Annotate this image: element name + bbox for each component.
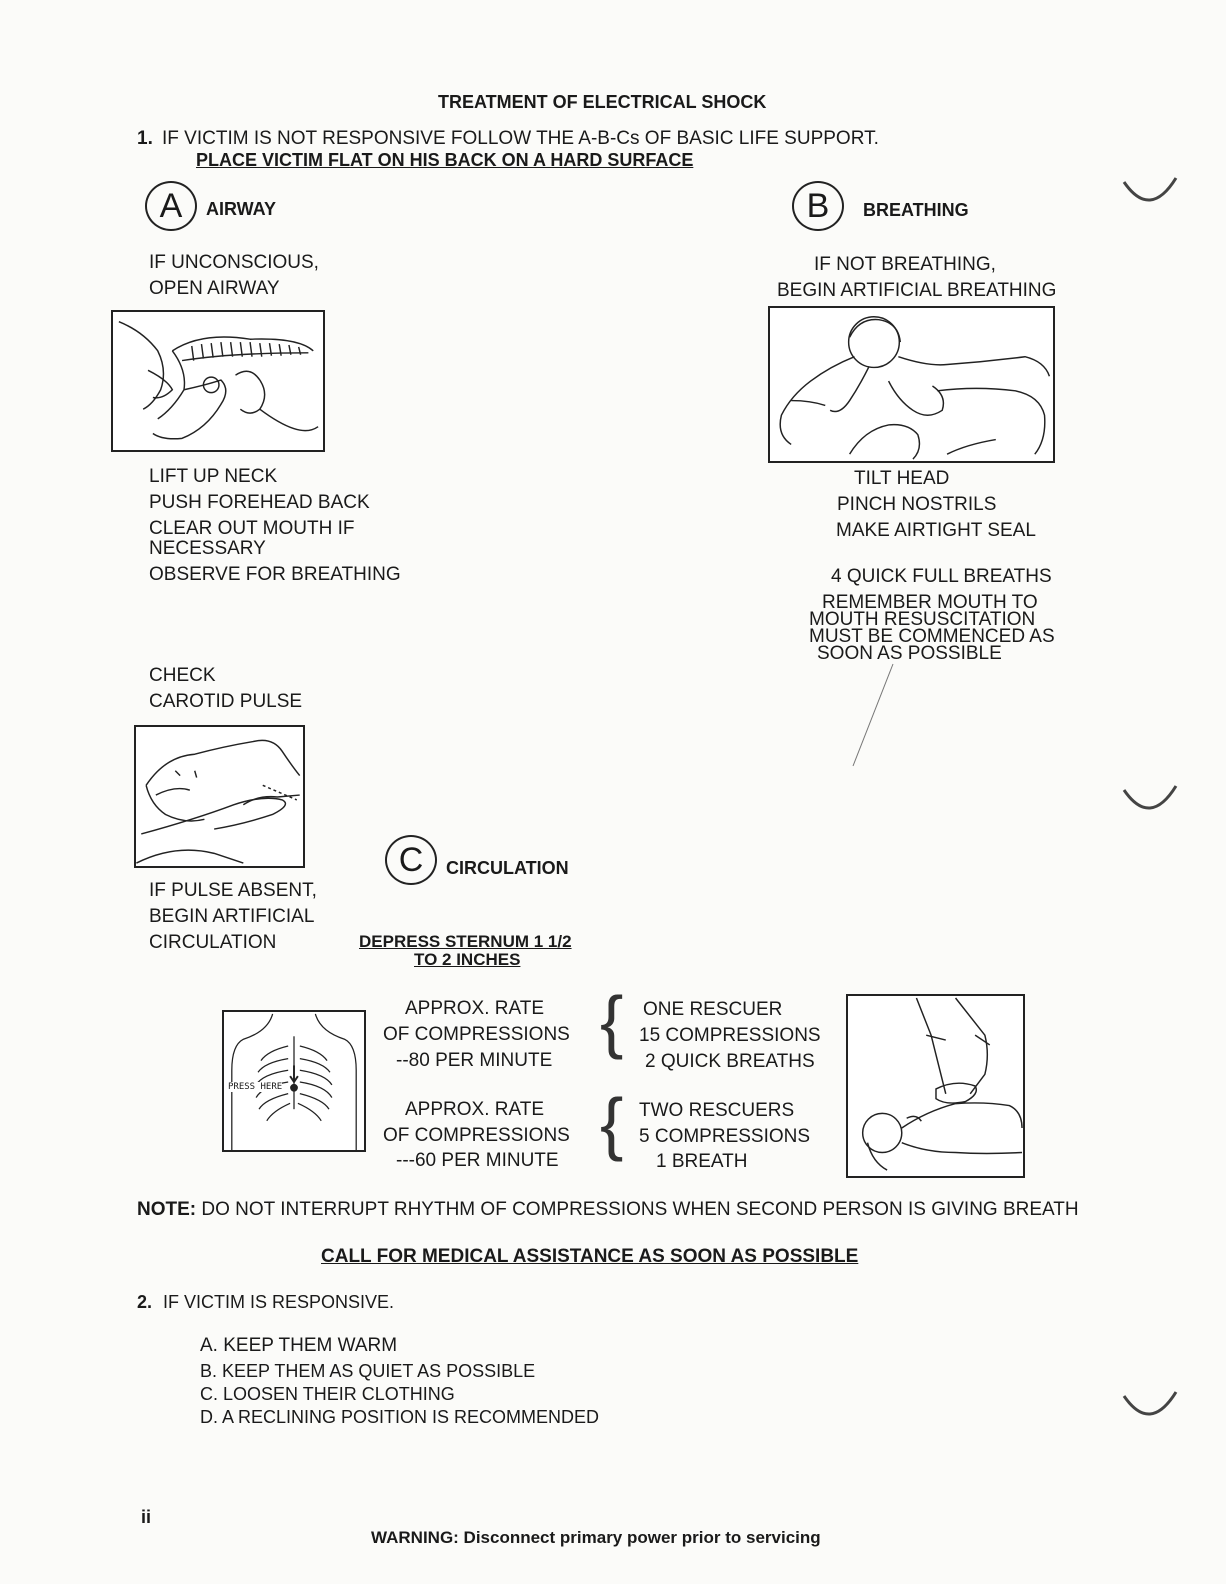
airway-illustration — [111, 310, 325, 452]
pencil-stroke — [845, 662, 905, 772]
airway-step-5: OBSERVE FOR BREATHING — [149, 564, 401, 585]
two-rescuers-2: 5 COMPRESSIONS — [639, 1126, 811, 1147]
brace-two-rescuers: { — [600, 1084, 624, 1162]
one-rate-1: APPROX. RATE — [405, 998, 545, 1019]
airway-intro-1: IF UNCONSCIOUS, — [149, 252, 319, 273]
breathing-step-1: TILT HEAD — [854, 468, 950, 489]
depress-2: TO 2 INCHES — [414, 950, 521, 969]
two-rate-1: APPROX. RATE — [405, 1099, 545, 1120]
remember-4: SOON AS POSSIBLE — [817, 643, 1002, 664]
step2-item-b: B. KEEP THEM AS QUIET AS POSSIBLE — [200, 1361, 536, 1381]
remember-3: MUST BE COMMENCED AS — [809, 626, 1055, 647]
note — [137, 1199, 1079, 1221]
airway-drawing — [113, 312, 323, 450]
step2-number: 2. — [137, 1292, 153, 1312]
breathing-intro-1: IF NOT BREATHING, — [814, 254, 996, 275]
binder-hole — [1122, 168, 1178, 208]
warning-footer: WARNING: Disconnect primary power prior to servicing — [371, 1528, 821, 1547]
pulse-illustration — [134, 725, 305, 868]
breathing-drawing — [770, 308, 1053, 461]
breathing-illustration — [768, 306, 1055, 463]
binder-hole — [1122, 1382, 1178, 1422]
call-medical-assistance: CALL FOR MEDICAL ASSISTANCE AS SOON AS POSSIBLE — [321, 1246, 859, 1267]
note-text: DO NOT INTERRUPT RHYTHM OF COMPRESSIONS WHEN SECOND PERSON IS GIVING BREATH — [201, 1199, 1079, 1220]
airway-step-4: NECESSARY — [149, 538, 266, 559]
chest-drawing — [224, 1012, 364, 1150]
depress-1: DEPRESS STERNUM 1 1/2 — [359, 932, 572, 951]
pulse-absent-1: IF PULSE ABSENT, — [149, 880, 317, 901]
step2-item-c: C. LOOSEN THEIR CLOTHING — [200, 1384, 455, 1404]
one-rate-2: OF COMPRESSIONS — [383, 1024, 570, 1045]
step1-text: IF VICTIM IS NOT RESPONSIVE FOLLOW THE A-B-Cs OF BASIC LIFE SUPPORT. — [162, 128, 879, 149]
airway-step-2: PUSH FOREHEAD BACK — [149, 492, 370, 513]
breathing-label: BREATHING — [863, 200, 969, 220]
pulse-absent-2: BEGIN ARTIFICIAL — [149, 906, 315, 927]
note-label: NOTE: — [137, 1199, 197, 1220]
one-rescuer-3: 2 QUICK BREATHS — [645, 1051, 815, 1072]
airway-label: AIRWAY — [206, 199, 277, 219]
chest-illustration — [222, 1010, 366, 1152]
compression-drawing — [848, 996, 1023, 1176]
remember-1: REMEMBER MOUTH TO — [822, 592, 1038, 613]
page-number: ii — [141, 1507, 152, 1527]
breathing-breaths: 4 QUICK FULL BREATHS — [831, 566, 1052, 587]
airway-letter-circle: A — [145, 181, 197, 231]
step2-item-d: D. A RECLINING POSITION IS RECOMMENDED — [200, 1407, 600, 1427]
airway-step-3: CLEAR OUT MOUTH IF — [149, 518, 355, 539]
two-rescuers-3: 1 BREATH — [656, 1151, 748, 1172]
breathing-intro-2: BEGIN ARTIFICIAL BREATHING — [777, 280, 1057, 301]
page-title: TREATMENT OF ELECTRICAL SHOCK — [438, 92, 767, 112]
breathing-step-2: PINCH NOSTRILS — [837, 494, 997, 515]
remember-2: MOUTH RESUSCITATION — [809, 609, 1036, 630]
check-2: CAROTID PULSE — [149, 691, 303, 712]
press-here-label: PRESS HERE — [228, 1082, 283, 1092]
step2-item-a: A. KEEP THEM WARM — [200, 1335, 398, 1356]
brace-one-rescuer: { — [600, 982, 624, 1060]
airway-step-1: LIFT UP NECK — [149, 466, 278, 487]
circulation-letter-circle: C — [385, 835, 437, 885]
breathing-step-3: MAKE AIRTIGHT SEAL — [836, 520, 1036, 541]
two-rate-2: OF COMPRESSIONS — [383, 1125, 570, 1146]
compression-illustration — [846, 994, 1025, 1178]
step1-number: 1. — [137, 128, 153, 149]
binder-hole — [1122, 776, 1178, 816]
breathing-letter-circle: B — [792, 181, 844, 231]
two-rescuers-1: TWO RESCUERS — [639, 1100, 795, 1121]
one-rescuer-1: ONE RESCUER — [643, 999, 783, 1020]
one-rescuer-2: 15 COMPRESSIONS — [639, 1025, 821, 1046]
pulse-drawing — [136, 727, 303, 866]
circulation-label: CIRCULATION — [446, 858, 569, 878]
step2-text: IF VICTIM IS RESPONSIVE. — [163, 1292, 395, 1312]
step1-subtext: PLACE VICTIM FLAT ON HIS BACK ON A HARD SURFACE — [196, 150, 694, 170]
two-rate-3: ---60 PER MINUTE — [396, 1150, 559, 1171]
pulse-absent-3: CIRCULATION — [149, 932, 277, 953]
check-1: CHECK — [149, 665, 216, 686]
airway-intro-2: OPEN AIRWAY — [149, 278, 280, 299]
one-rate-3: --80 PER MINUTE — [396, 1050, 553, 1071]
